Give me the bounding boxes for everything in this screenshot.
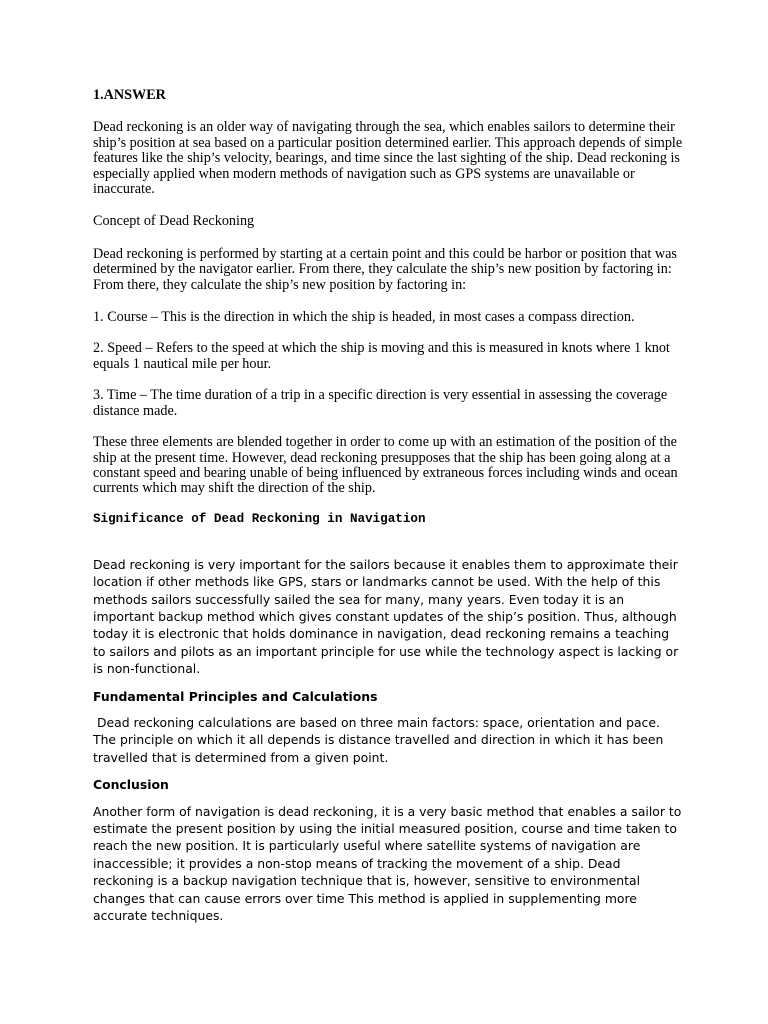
principles-paragraph: Dead reckoning calculations are based on three main factors: space, orientation and pace. The principle on which it all depends is distance travelled and direction in which it has been travelled that is determined from a given point. — [93, 714, 668, 765]
significance-heading: Significance of Dead Reckoning in Navigation — [93, 511, 426, 526]
elements-paragraph: These three elements are blended together in order to come up with an estimation of the position of the ship at the present time. However, dead reckoning presupposes that the ship has been going along at a constant speed and bearing unable of being influenced by extraneous forces including winds and ocean currents which may shift the direction of the ship. — [93, 434, 678, 497]
concept-heading: Concept of Dead Reckoning — [93, 213, 255, 230]
significance-paragraph: Dead reckoning is very important for the sailors because it enables them to approximate their location if other methods like GPS, stars or landmarks cannot be used. With the help of this methods sailors successfully sailed the sea for many, many years. Even today it is an important backup method which gives constant updates of the ship’s position. Thus, although today it is electronic that holds dominance in navigation, dead reckoning remains a teaching to sailors and pilots as an important principle for use while the technology aspect is lacking or is non-functional. — [93, 556, 679, 677]
document-page — [93, 86, 683, 924]
answer-heading: 1.ANSWER — [93, 87, 166, 103]
principles-heading: Fundamental Principles and Calculations — [93, 688, 378, 704]
conclusion-paragraph: Another form of navigation is dead reckoning, it is a very basic method that enables a sailor to estimate the present position by using the initial measured position, course and time taken to reach the new position. It is particularly useful where satellite systems of navigation are inaccessible; it provides a non-stop means of tracking the movement of a ship. Dead reckoning is a backup navigation technique that is, however, sensitive to environmental changes that can cause errors over time This method is applied in supplementing more accurate techniques. — [93, 803, 682, 924]
conclusion-heading: Conclusion — [93, 777, 169, 793]
list-item-time: 3. Time – The time duration of a trip in a specific direction is very essential in assessing the coverage distance made. — [93, 387, 668, 419]
intro-paragraph: Dead reckoning is an older way of navigating through the sea, which enables sailors to determine their ship’s position at sea based on a particular position determined earlier. This approach depends of simple features like the ship’s velocity, bearings, and time since the last sighting of the ship. Dead reckoning is especially applied when modern methods of navigation such as GPS systems are unavailable or inaccurate. — [93, 119, 683, 198]
list-item-course: 1. Course – This is the direction in which the ship is headed, in most cases a compass direction. — [93, 309, 635, 326]
list-item-speed: 2. Speed – Refers to the speed at which the ship is moving and this is measured in knots where 1 knot equals 1 nautical mile per hour. — [93, 340, 670, 372]
concept-paragraph: Dead reckoning is performed by starting at a certain point and this could be harbor or position that was determined by the navigator earlier. From there, they calculate the ship’s new position by factoring in: From there, they calculate the ship’s new position by factoring in: — [93, 245, 677, 293]
